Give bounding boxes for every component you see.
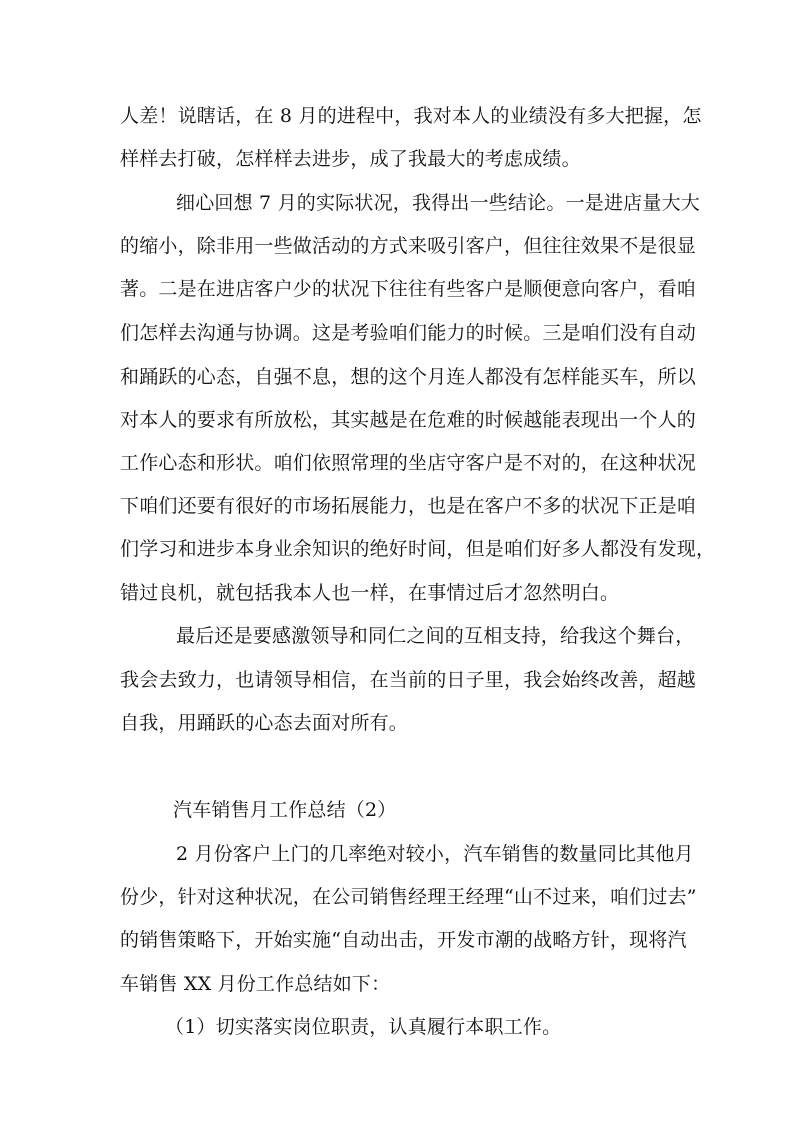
paragraph-line: 对本人的要求有所放松，其实越是在危难的时候越能表现出一个人的 — [120, 409, 697, 431]
paragraph-line: 车销售 XX 月份工作总结如下： — [120, 973, 391, 995]
paragraph-line: 的缩小，除非用一些做活动的方式来吸引客户，但往往效果不是很显 — [120, 235, 697, 257]
list-item-1: （1）切实落实岗位职责，认真履行本职工作。 — [165, 1016, 562, 1038]
paragraph-line: 的销售策略下，开始实施“自动出击，开发市潮的战略方针，现将汽 — [120, 929, 687, 951]
paragraph-line: 著。二是在进店客户少的状况下往往有些客户是顺便意向客户，看咱 — [120, 278, 697, 300]
paragraph-line: 工作心态和形状。咱们依照常理的坐店守客户是不对的，在这种状况 — [120, 452, 697, 474]
paragraph-first-line: 细心回想 7 月的实际状况，我得出一些结论。一是进店量大大 — [176, 192, 700, 214]
paragraph-line: 们学习和进步本身业余知识的绝好时间，但是咱们好多人都没有发现， — [120, 538, 716, 560]
paragraph-first-line: 最后还是要感激领导和同仁之间的互相支持，给我这个舞台， — [176, 625, 695, 647]
paragraph-line: 们怎样去沟通与协调。这是考验咱们能力的时候。三是咱们没有自动 — [120, 322, 697, 344]
paragraph-line: 自我，用踊跃的心态去面对所有。 — [120, 712, 409, 734]
paragraph-line: 样样去打破，怎样样去进步，成了我最大的考虑成绩。 — [120, 148, 581, 170]
section-heading: 汽车销售月工作总结（2） — [173, 799, 397, 821]
paragraph-line: 人差！说瞎话，在 8 月的进程中，我对本人的业绩没有多大把握，怎 — [120, 105, 702, 127]
paragraph-line: 下咱们还要有很好的市场拓展能力，也是在客户不多的状况下正是咱 — [120, 495, 697, 517]
paragraph-line: 份少，针对这种状况，在公司销售经理王经理“山不过来，咱们过去” — [120, 886, 697, 908]
paragraph-line: 和踊跃的心态，自强不息，想的这个月连人都没有怎样能买车，所以 — [120, 366, 697, 388]
paragraph-first-line: 2 月份客户上门的几率绝对较小，汽车销售的数量同比其他月 — [176, 843, 694, 865]
paragraph-line: 错过良机，就包括我本人也一样，在事情过后才忽然明白。 — [120, 582, 620, 604]
paragraph-line: 我会去致力，也请领导相信，在当前的日子里，我会始终改善，超越 — [120, 669, 697, 691]
